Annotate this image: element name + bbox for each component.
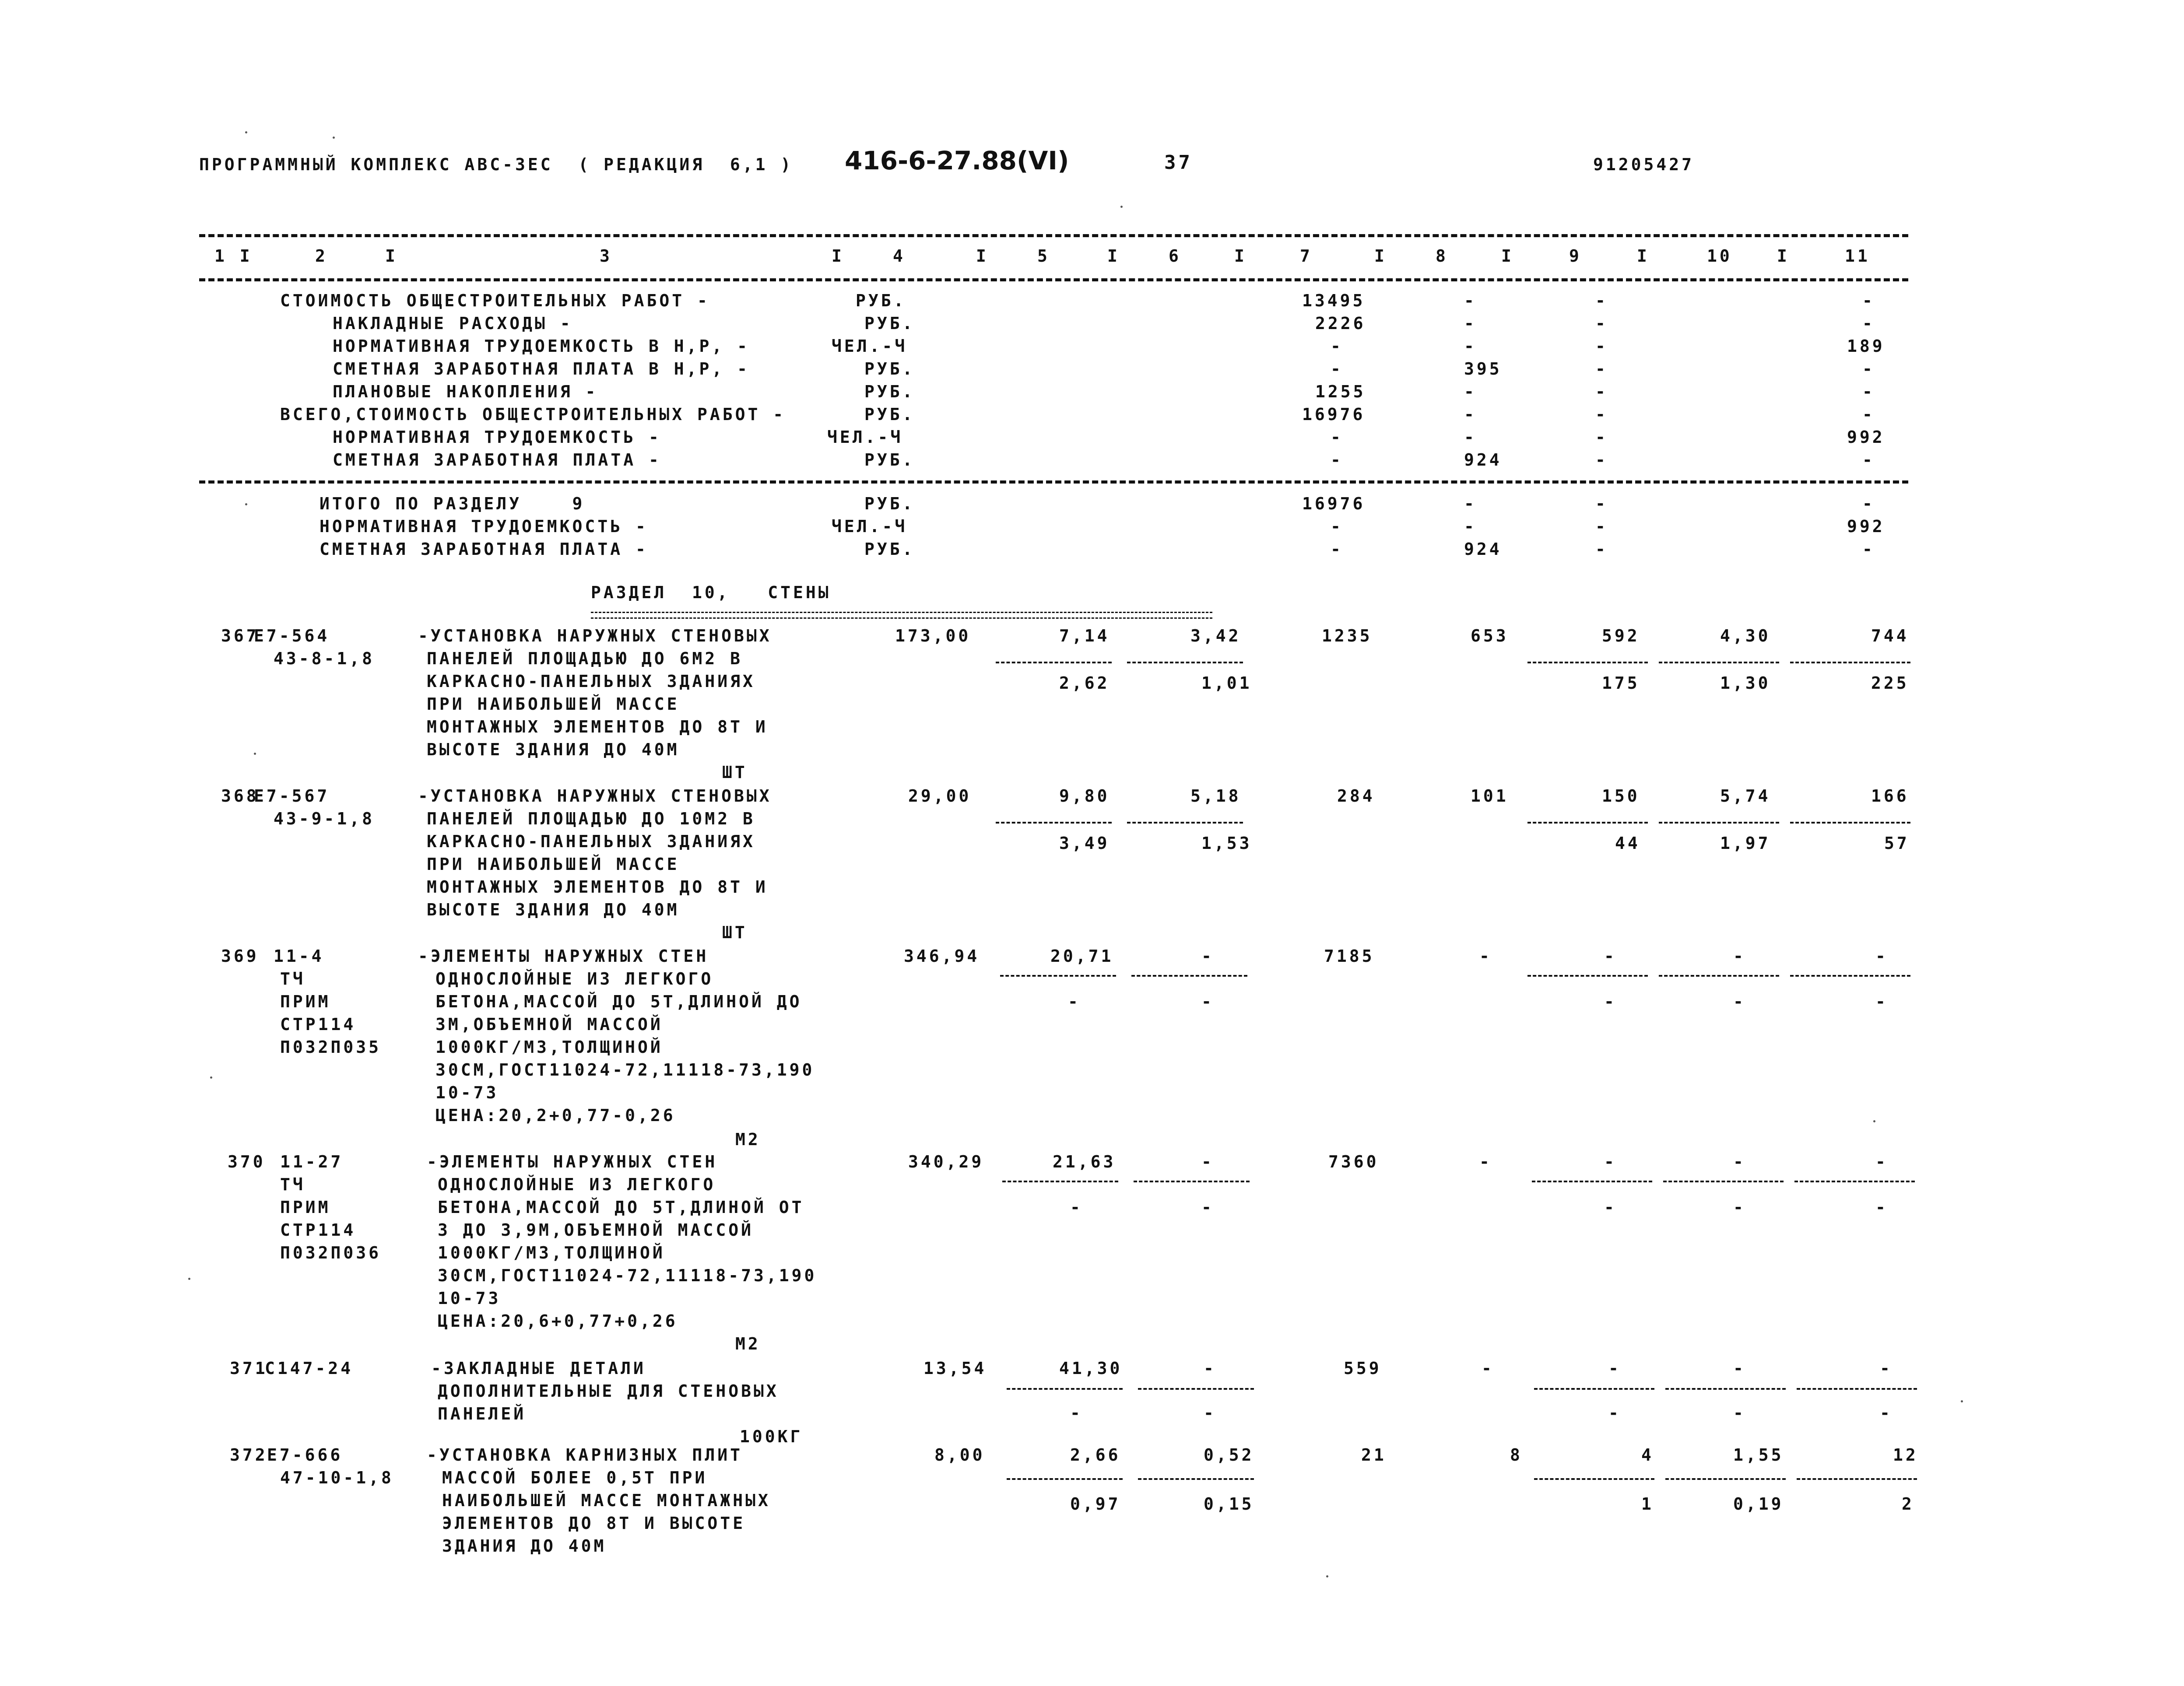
program-title: ПРОГРАММНЫЙ КОМПЛЕКС АВС-ЗЕС ( РЕДАКЦИЯ 6,1 ) <box>199 155 794 174</box>
section-title-underline <box>591 612 1212 619</box>
project-number: 416-6-27.88(VI) <box>845 146 1069 175</box>
page-number: 37 <box>1164 151 1193 174</box>
section-title: РАЗДЕЛ 10, СТЕНЫ <box>591 583 831 602</box>
header-rule-bottom <box>199 278 1908 281</box>
header-rule-top <box>199 234 1908 237</box>
document-code: 91205427 <box>1593 155 1695 174</box>
summary-rule <box>199 480 1908 484</box>
